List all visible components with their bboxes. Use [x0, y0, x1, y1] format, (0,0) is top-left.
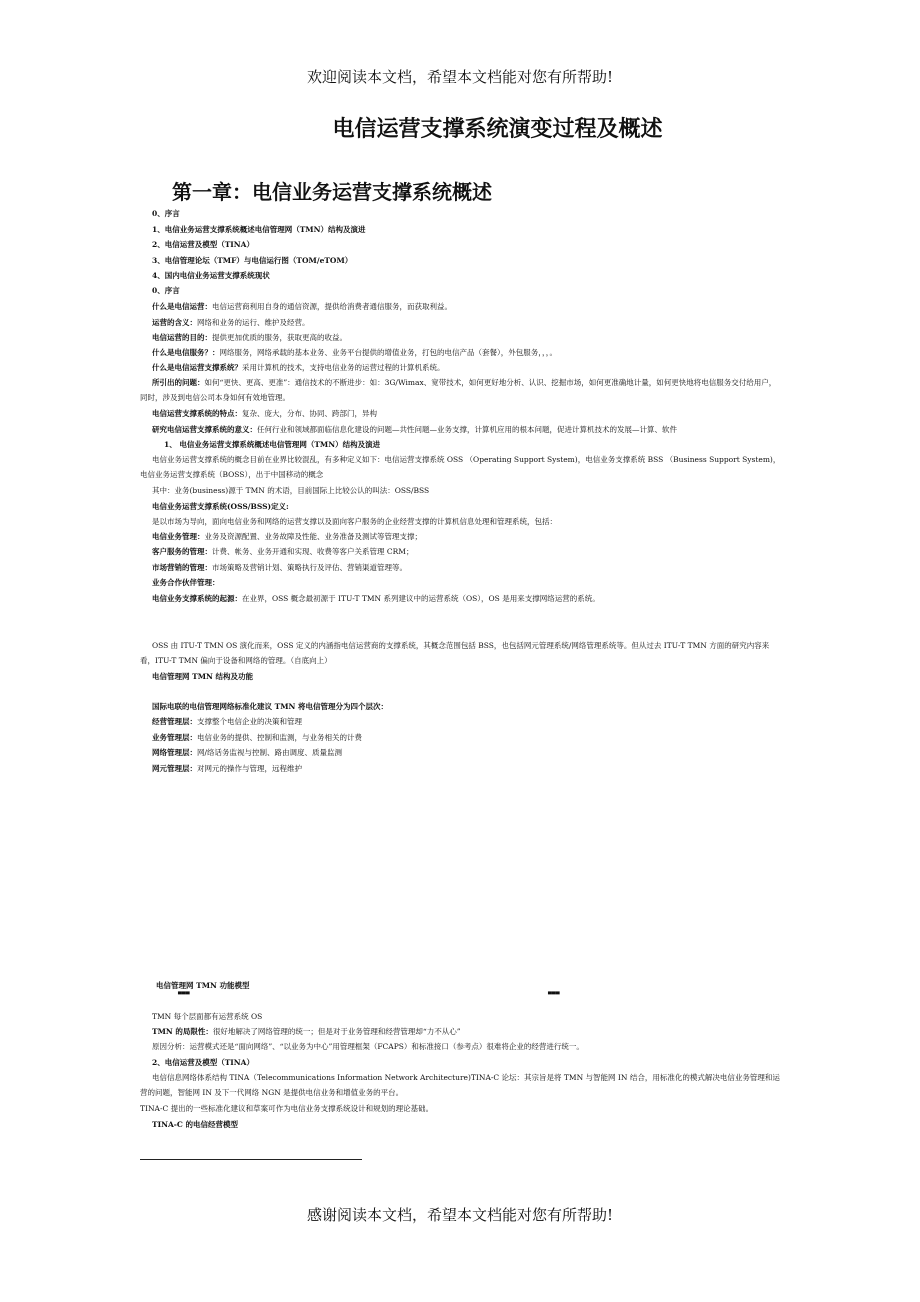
toc-item: 1、电信业务运营支撑系统概述电信管理网（TMN）结构及演进	[152, 225, 366, 234]
intro-item: 什么是电信服务？：网络服务，网络承载的基本业务、业务平台提供的增值业务，打包的电信产品（套餐），外包服务，，，。	[152, 348, 557, 357]
figure-caption: 电信管理网 TMN 功能模型	[156, 981, 250, 990]
definition-item: 市场营销的管理：市场策略及营销计划、策略执行及评估、营销渠道管理等。	[152, 563, 407, 572]
page-footer: 感谢阅读本文档，希望本文档能对您有所帮助!	[306, 1206, 614, 1224]
paragraph: TMN 每个层面都有运营系统 OS	[152, 1012, 263, 1021]
paragraph: 原因分析：运营模式还是“面向网络”、“以业务为中心”用管理框架（FCAPS）和标准接口（参考点）很难将企业的经营进行统一。	[152, 1042, 584, 1051]
section-heading: 1、 电信业务运营支撑系统概述电信管理网（TMN）结构及演进	[164, 440, 381, 449]
definition-item: 电信业务管理：业务及资源配置、业务故障及性能、业务准备及测试等管理支撑；	[152, 532, 422, 541]
layer-item: 经营管理层：支撑整个电信企业的决策和管理	[152, 717, 302, 726]
definition-item: 业务合作伙伴管理：	[152, 578, 220, 587]
paragraph: 是以市场为导向，面向电信业务和网络的运营支撑以及面向客户服务的企业经营支撑的计算机信息处理和管理系统，包括：	[152, 517, 557, 526]
definition-item: 客户服务的管理：计费、帐务、业务开通和实现、收费等客户关系管理 CRM；	[152, 547, 414, 556]
figure-marker: ▀▀▀	[178, 992, 190, 998]
layer-item: 网络管理层：网/络话务监视与控制、路由调度、质量监测	[152, 748, 343, 757]
intro-item: 所引出的问题：如何“更快、更高、更准”：通信技术的不断进步：如：3G/Wimax、宽带技术，如何更好地分析、认识、挖掘市场，如何更准确地计量，如何更快地将电信服务交付给用户，同时，涉及到电信公司本身如何有效地管理。	[140, 378, 777, 402]
subsection-heading: TINA-C 的电信经营模型	[152, 1120, 238, 1129]
intro-item: 运营的含义：网络和业务的运行、维护及经营。	[152, 318, 310, 327]
definition-item: 电信业务支撑系统的起源：在业界，OSS 概念最初源于 ITU-T TMN 系列建议中的运营系统（OS），OS 是用来支撑网络运营的系统。	[152, 594, 600, 603]
paragraph: 电信业务运营支撑系统的概念目前在业界比较混乱，有多种定义如下：电信运营支撑系统 OSS （Operating Support System)，电信业务支撑系统 BSS （Business Support System)，电信业务运营支撑系统（BOSS），出于中国移动的概念	[140, 455, 781, 479]
layer-item: 业务管理层：电信业务的提供、控制和监测，与业务相关的计费	[152, 733, 362, 742]
toc-item: 0、序言	[152, 286, 180, 295]
intro-item: 电信运营支撑系统的特点：复杂、庞大，分布、协同、跨部门，异构	[152, 409, 377, 418]
subsection-heading: 国际电联的电信管理网络标准化建议 TMN 将电信管理分为四个层次：	[152, 702, 388, 711]
section-heading: 2、电信运营及模型（TINA）	[152, 1058, 254, 1067]
intro-item: 研究电信运营支撑系统的意义：任何行业和领域都面临信息化建设的问题—共性问题—业务支撑，计算机应用的根本问题，促进计算机技术的发展—计算、软件	[152, 425, 677, 434]
layer-item: 网元管理层：对网元的操作与管理，远程维护	[152, 764, 302, 773]
paragraph: OSS 由 ITU-T TMN OS 演化而来，OSS 定义的内涵指电信运营商的支撑系统，其概念范围包括 BSS，也包括网元管理系统/网络管理系统等。但从过去 ITU-T TMN 方面的研究内容来看，ITU-T TMN 偏向于设备和网络的管理。（自底向上）	[140, 641, 770, 665]
page-header: 欢迎阅读本文档，希望本文档能对您有所帮助!	[306, 68, 614, 86]
intro-item: 电信运营的目的：提供更加优质的服务，获取更高的收益。	[152, 333, 347, 342]
toc-item: 4、国内电信业务运营支撑系统现状	[152, 271, 270, 280]
paragraph: TMN 的局限性：很好地解决了网络管理的统一；但是对于业务管理和经营管理却“力不从心”	[152, 1027, 461, 1036]
paragraph: TINA-C 提出的一些标准化建议和草案可作为电信业务支撑系统设计和规划的理论基础。	[140, 1104, 434, 1113]
intro-item: 什么是电信运营：电信运营商利用自身的通信资源，提供给消费者通信服务，而获取利益。	[152, 302, 452, 311]
figure-marker: ▀▀▀	[548, 992, 560, 998]
document-title: 电信运营支撑系统演变过程及概述	[332, 116, 663, 142]
subsection-heading: 电信管理网 TMN 结构及功能	[152, 672, 253, 681]
intro-item: 什么是电信运营支撑系统？采用计算机的技术，支持电信业务的运营过程的计算机系统。	[152, 363, 445, 372]
toc-item: 3、电信管理论坛（TMF）与电信运行图（TOM/eTOM）	[152, 256, 353, 265]
paragraph: 电信信息网络体系结构 TINA（Telecommunications Information Network Architecture)TINA-C 论坛：其宗旨是将 TMN 与智能网 IN 结合，用标准化的模式解决电信业务管理和运营的问题，智能网 IN 及下一代网络 NGN 是提供电信业务和增值业务的平台。	[140, 1073, 780, 1097]
footnote-divider	[140, 1159, 362, 1160]
toc-item: 2、电信运营及模型（TINA）	[152, 240, 254, 249]
definition-title: 电信业务运营支撑系统(OSS/BSS)定义:	[152, 502, 289, 511]
toc-item: 0、序言	[152, 209, 180, 218]
paragraph: 其中：业务(business)源于 TMN 的术语，目前国际上比较公认的叫法：OSS/BSS	[152, 486, 430, 495]
chapter-title: 第一章：电信业务运营支撑系统概述	[172, 180, 492, 204]
